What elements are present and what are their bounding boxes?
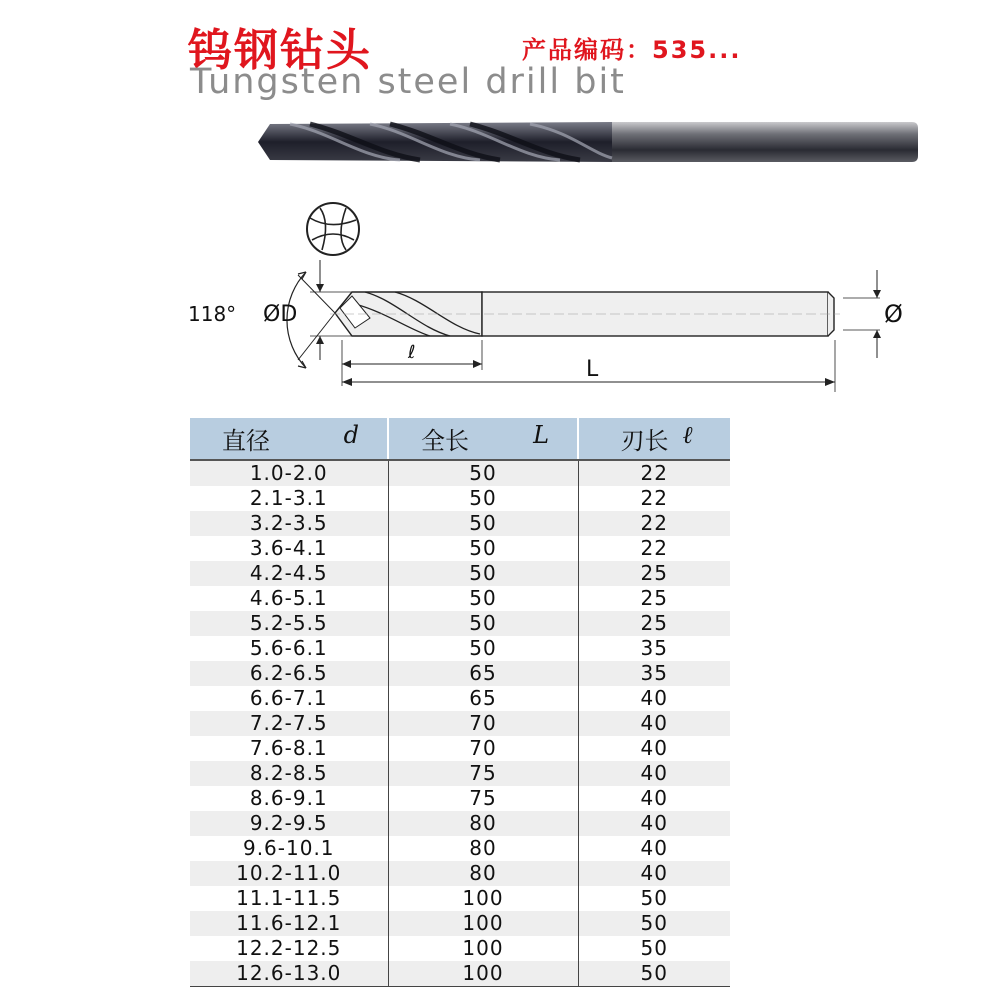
cell-diameter: 11.1-11.5 [190, 886, 388, 911]
table-row [190, 686, 730, 711]
cell-overall-length: 50 [388, 536, 578, 561]
cell-overall-length: 50 [388, 611, 578, 636]
table-row [190, 561, 730, 586]
cell-flute-length: 25 [578, 611, 730, 636]
cell-overall-length: 80 [388, 861, 578, 886]
table-row [190, 736, 730, 761]
cell-flute-length: 50 [578, 911, 730, 936]
header-overall-length: 全长 L [388, 418, 578, 460]
table-row [190, 611, 730, 636]
cell-flute-length: 40 [578, 861, 730, 886]
table-row [190, 811, 730, 836]
cell-diameter: 1.0-2.0 [190, 460, 388, 486]
cell-flute-length: 40 [578, 736, 730, 761]
cell-flute-length: 40 [578, 686, 730, 711]
table-row [190, 586, 730, 611]
spec-table [190, 418, 730, 987]
cell-flute-length: 40 [578, 761, 730, 786]
page-title-en: Tungsten steel drill bit [190, 62, 626, 102]
cell-flute-length: 40 [578, 836, 730, 861]
table-row [190, 886, 730, 911]
cell-overall-length: 65 [388, 686, 578, 711]
cell-diameter: 6.6-7.1 [190, 686, 388, 711]
cell-diameter: 5.6-6.1 [190, 636, 388, 661]
cell-overall-length: 50 [388, 586, 578, 611]
cell-flute-length: 22 [578, 460, 730, 486]
cell-diameter: 4.6-5.1 [190, 586, 388, 611]
table-row [190, 661, 730, 686]
cell-diameter: 7.6-8.1 [190, 736, 388, 761]
cell-diameter: 5.2-5.5 [190, 611, 388, 636]
table-row [190, 486, 730, 511]
cell-diameter: 9.6-10.1 [190, 836, 388, 861]
cell-diameter: 6.2-6.5 [190, 661, 388, 686]
cell-diameter: 2.1-3.1 [190, 486, 388, 511]
flute-length-label: ℓ [408, 342, 416, 363]
cell-diameter: 3.2-3.5 [190, 511, 388, 536]
cell-flute-length: 40 [578, 711, 730, 736]
cell-overall-length: 75 [388, 786, 578, 811]
overall-length-label: L [586, 357, 599, 382]
header-flute-length: 刃长 ℓ [578, 418, 730, 460]
shank-diameter-label: Ø [884, 300, 903, 328]
cell-overall-length: 50 [388, 460, 578, 486]
cell-diameter: 11.6-12.1 [190, 911, 388, 936]
cell-flute-length: 25 [578, 561, 730, 586]
cell-flute-length: 50 [578, 886, 730, 911]
cell-flute-length: 50 [578, 936, 730, 961]
drill-bit-photo [250, 112, 920, 172]
cell-diameter: 10.2-11.0 [190, 861, 388, 886]
cell-overall-length: 100 [388, 886, 578, 911]
cell-overall-length: 50 [388, 636, 578, 661]
cell-flute-length: 35 [578, 661, 730, 686]
table-row [190, 861, 730, 886]
cell-overall-length: 80 [388, 836, 578, 861]
header-diameter: 直径 d [190, 418, 388, 460]
cell-overall-length: 50 [388, 561, 578, 586]
cell-flute-length: 25 [578, 586, 730, 611]
table-row [190, 711, 730, 736]
cell-flute-length: 22 [578, 486, 730, 511]
cell-diameter: 4.2-4.5 [190, 561, 388, 586]
cell-diameter: 8.6-9.1 [190, 786, 388, 811]
diameter-D-label: ØD [263, 302, 298, 327]
cell-flute-length: 50 [578, 961, 730, 987]
table-row [190, 836, 730, 861]
cell-diameter: 7.2-7.5 [190, 711, 388, 736]
cell-overall-length: 100 [388, 911, 578, 936]
cell-diameter: 12.6-13.0 [190, 961, 388, 987]
table-row [190, 786, 730, 811]
angle-label: 118° [188, 302, 237, 326]
cell-diameter: 12.2-12.5 [190, 936, 388, 961]
cell-overall-length: 65 [388, 661, 578, 686]
cell-flute-length: 40 [578, 786, 730, 811]
cell-diameter: 9.2-9.5 [190, 811, 388, 836]
table-row [190, 536, 730, 561]
cell-overall-length: 50 [388, 511, 578, 536]
cross-section-icon [307, 203, 359, 255]
cell-overall-length: 70 [388, 711, 578, 736]
product-code: 产品编码：535... [522, 36, 742, 64]
cell-diameter: 3.6-4.1 [190, 536, 388, 561]
table-row [190, 460, 730, 486]
cell-overall-length: 50 [388, 486, 578, 511]
table-row [190, 911, 730, 936]
cell-overall-length: 100 [388, 936, 578, 961]
table-row [190, 636, 730, 661]
table-row [190, 936, 730, 961]
table-row [190, 761, 730, 786]
page-title-cn: 钨钢钻头 [188, 25, 372, 76]
cell-flute-length: 40 [578, 811, 730, 836]
technical-drawing [180, 200, 930, 410]
cell-overall-length: 75 [388, 761, 578, 786]
table-header-row [190, 418, 730, 460]
cell-overall-length: 70 [388, 736, 578, 761]
cell-flute-length: 35 [578, 636, 730, 661]
table-row [190, 511, 730, 536]
cell-flute-length: 22 [578, 511, 730, 536]
cell-diameter: 8.2-8.5 [190, 761, 388, 786]
cell-flute-length: 22 [578, 536, 730, 561]
cell-overall-length: 80 [388, 811, 578, 836]
cell-overall-length: 100 [388, 961, 578, 987]
table-row [190, 961, 730, 987]
